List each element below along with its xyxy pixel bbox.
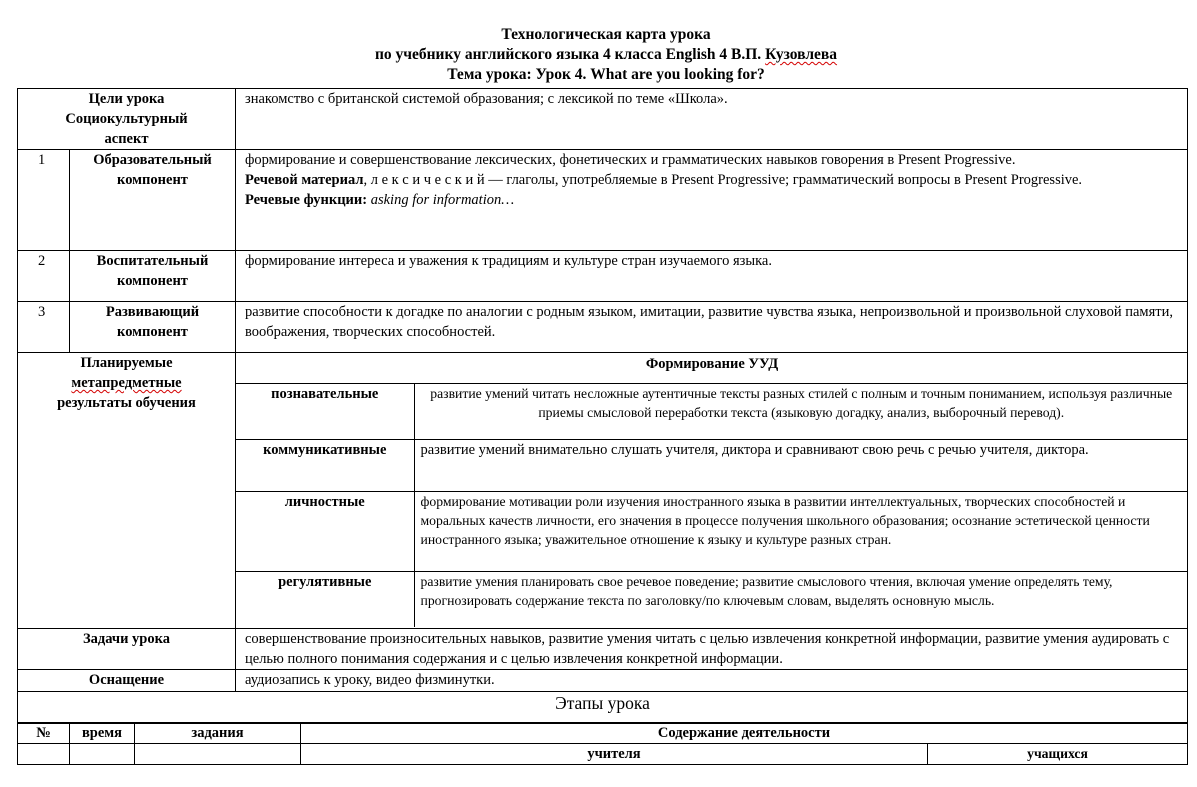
equipment-text: аудиозапись к уроку, видео физминутки.: [236, 670, 1188, 692]
component-label-1a: Образовательный: [93, 152, 212, 168]
planned-label-c: результаты обучения: [57, 395, 196, 411]
planned-label-a: Планируемые: [80, 355, 173, 371]
uud-cell: [236, 353, 1188, 629]
lesson-topic: Тема урока: Урок 4. What are you looking for?: [447, 66, 765, 83]
speech-functions-label: Речевые функции:: [245, 192, 368, 208]
component-text-1: [236, 150, 1188, 251]
uud-text-regulatory: развитие умения планировать свое речевое поведение; развитие смыслового чтения, включая умение определять тему, прогнозировать содержание текста по заголовку/по ключевым словам, выделять основную мысль.: [414, 571, 1188, 627]
stages-col-teacher: учителя: [301, 744, 928, 765]
goals-label-cell: [18, 89, 236, 150]
uud-text-personal: формирование мотивации роли изучения иностранного языка в развитии интеллектуальных, творческих способностей и моральных качеств личности, его значения в процессе получения школьного образования; осознание эстетической ценности иностранного языка; уважительное отношение к языку и культуре разных стран.: [414, 491, 1188, 571]
planned-results-label: [18, 353, 236, 629]
uud-text-cognitive: развитие умений читать несложные аутентичные тексты разных стилей с полным и точным пониманием, используя различные приемы смысловой переработки текста (языковую догадку, анализ, выборочный перевод).: [414, 383, 1188, 439]
component-label-1b: компонент: [117, 172, 188, 188]
stages-col-students: учащихся: [928, 744, 1188, 765]
stages-col-content: Содержание деятельности: [301, 723, 1188, 744]
stages-header-row: [18, 723, 1188, 744]
uud-type-personal: личностные: [236, 491, 414, 571]
speech-material: [245, 170, 1183, 190]
subtitle-text: по учебнику английского языка 4 класса English 4 В.П.: [374, 46, 766, 63]
component-num-1: 1: [18, 150, 70, 251]
component-num-3: 3: [18, 302, 70, 353]
speech-functions-text: asking for information…: [367, 192, 515, 208]
speech-functions: [245, 190, 1183, 210]
goals-text: знакомство с британской системой образования; с лексикой по теме «Школа».: [236, 89, 1188, 150]
component-row-2: [18, 251, 1188, 302]
stages-col-tasks: задания: [135, 723, 301, 744]
sociocultural-label-a: Социокультурный: [65, 111, 188, 127]
stages-title: Этапы урока: [18, 692, 1188, 724]
component-label-1: [70, 150, 236, 251]
speech-material-label: Речевой материал: [245, 172, 364, 188]
uud-type-regulatory: регулятивные: [236, 571, 414, 627]
sociocultural-label-b: аспект: [104, 131, 149, 147]
author-name: Кузовлева: [765, 46, 838, 63]
uud-type-cognitive: познавательные: [236, 383, 414, 439]
speech-material-text: , л е к с и ч е с к и й — глаголы, употребляемые в Present Progressive; грамматический вопросы в Present Progressive.: [363, 172, 1083, 188]
tasks-text: совершенствование произносительных навыков, развитие умения читать с целью извлечения конкретной информации, развитие умения аудировать с целью полного понимания содержания и с целью извлечения конкретной информации.: [236, 629, 1188, 670]
lesson-plan-table: [17, 88, 1188, 724]
component-label-2b: компонент: [117, 273, 188, 289]
equipment-row: [18, 670, 1188, 692]
component-text-3: развитие способности к догадке по аналогии с родным языком, имитации, развитие чувства языка, непроизвольной и произвольной слуховой памяти, воображения, творческих способностей.: [236, 302, 1188, 353]
component-row-1: [18, 150, 1188, 251]
component-label-3: [70, 302, 236, 353]
uud-type-communicative: коммуникативные: [236, 439, 414, 491]
uud-table: [236, 353, 1188, 627]
uud-text-communicative: развитие умений внимательно слушать учителя, диктора и сравнивают свою речь с речью учителя, диктора.: [414, 439, 1188, 491]
component-1-goal: формирование и совершенствование лексических, фонетических и грамматических навыков говорения в Present Progressive.: [245, 152, 1016, 168]
stages-col-time: время: [70, 723, 135, 744]
component-label-3b: компонент: [117, 324, 188, 340]
doc-title: Технологическая карта урока: [501, 26, 711, 43]
tasks-row: [18, 629, 1188, 670]
uud-title: Формирование УУД: [236, 353, 1188, 383]
uud-row-personal: [236, 491, 1188, 571]
tasks-label: Задачи урока: [18, 629, 236, 670]
component-label-3a: Развивающий: [105, 304, 200, 320]
uud-row-cognitive: [236, 383, 1188, 439]
doc-subtitle: [0, 45, 1197, 65]
stages-subheader-row: [18, 744, 1188, 765]
stages-col-num: №: [18, 723, 70, 744]
uud-row-regulatory: [236, 571, 1188, 627]
component-num-2: 2: [18, 251, 70, 302]
equipment-label: Оснащение: [18, 670, 236, 692]
planned-results-row: [18, 353, 1188, 629]
stages-empty-time: [70, 744, 135, 765]
component-label-2: [70, 251, 236, 302]
stages-title-row: [18, 692, 1188, 724]
goals-label: Цели урока: [88, 91, 165, 107]
component-row-3: [18, 302, 1188, 353]
component-label-2a: Воспитательный: [96, 253, 209, 269]
component-text-2: формирование интереса и уважения к традициям и культуре стран изучаемого языка.: [236, 251, 1188, 302]
stages-empty-tasks: [135, 744, 301, 765]
uud-row-communicative: [236, 439, 1188, 491]
goals-row: [18, 89, 1188, 150]
planned-label-b: метапредметные: [71, 375, 182, 391]
stages-table: [17, 722, 1188, 765]
stages-empty-num: [18, 744, 70, 765]
